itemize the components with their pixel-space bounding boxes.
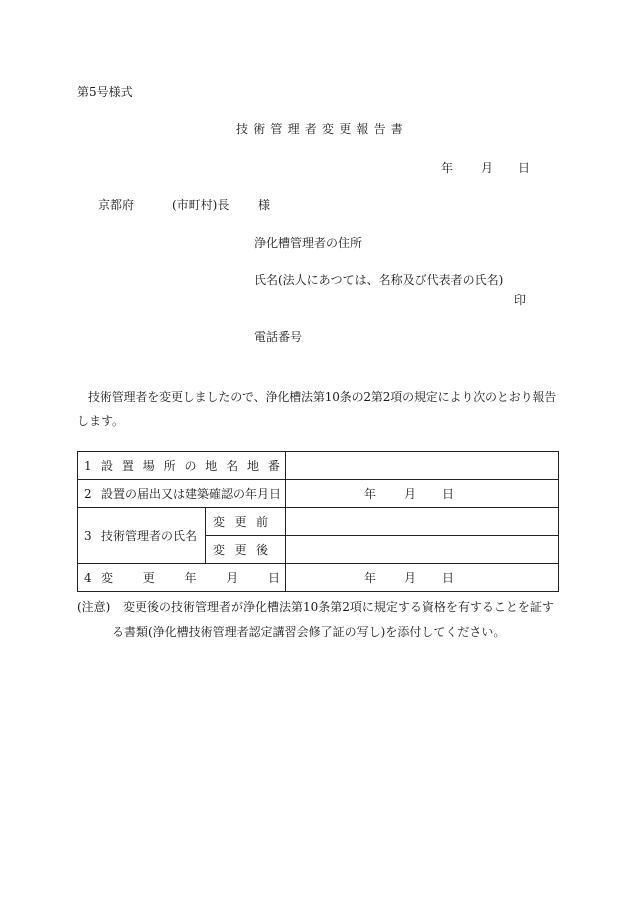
table-row <box>78 508 559 536</box>
manager-name-label <box>78 508 206 564</box>
label-char: 所 <box>163 458 176 473</box>
body-text-line1: 技術管理者を変更しましたので、浄化槽法第10条の2第2項の規定により次のとおり報告 <box>88 390 557 404</box>
table-row <box>78 452 559 480</box>
label-char: 月 <box>226 570 239 585</box>
row-number: 1 <box>84 458 92 473</box>
date-day-label: 日 <box>518 161 531 175</box>
note-label: (注意) <box>77 600 111 614</box>
install-date-label <box>78 480 286 508</box>
date-month-label: 月 <box>404 570 417 585</box>
date-year-label: 年 <box>441 161 454 175</box>
date-year-label: 年 <box>364 486 377 501</box>
label-char: 変 <box>213 542 226 557</box>
after-change-label <box>206 536 286 564</box>
date-year-label: 年 <box>364 570 377 585</box>
label-char: 後 <box>255 542 268 557</box>
install-date-value[interactable] <box>286 480 559 508</box>
reporter-address-label: 浄化槽管理者の住所 <box>254 236 363 250</box>
label-char: 更 <box>234 542 247 557</box>
label-char: 場 <box>142 458 155 473</box>
report-date <box>441 162 530 174</box>
addressee <box>98 199 270 211</box>
label-char: 変 <box>101 570 114 585</box>
row-number: 2 <box>84 486 92 501</box>
site-location-label <box>78 452 286 480</box>
addressee-municipality: (市町村)長 <box>172 198 230 212</box>
body-text-line2: します。 <box>77 414 125 428</box>
label-char: 更 <box>234 514 247 529</box>
addressee-honorific: 様 <box>258 198 271 212</box>
report-table <box>77 451 559 592</box>
note-text-line2: る書類(浄化槽技術管理者認定講習会修了証の写し)を添付してください。 <box>112 625 506 639</box>
row-number: 3 <box>84 528 92 543</box>
label-char: 地 <box>247 458 260 473</box>
table-row <box>78 564 559 592</box>
label-char: 更 <box>142 570 155 585</box>
label-char: の <box>184 458 197 473</box>
label-char: 地 <box>205 458 218 473</box>
label-char: 名 <box>226 458 239 473</box>
document-title: 技術管理者変更報告書 <box>236 122 409 136</box>
reporter-name-label: 氏名(法人にあつては、名称及び代表者の氏名) <box>254 273 504 287</box>
before-change-label <box>206 508 286 536</box>
before-change-value[interactable] <box>286 508 559 536</box>
seal-mark: 印 <box>514 293 527 307</box>
label-char: 日 <box>267 570 280 585</box>
addressee-prefecture: 京都府 <box>98 198 135 212</box>
site-location-value[interactable] <box>286 452 559 480</box>
date-month-label: 月 <box>404 486 417 501</box>
after-change-value[interactable] <box>286 536 559 564</box>
manager-name-label-text: 技術管理者の氏名 <box>101 528 198 543</box>
label-char: 年 <box>184 570 197 585</box>
install-date-label-text: 設置の届出又は建築確認の年月日 <box>101 486 282 501</box>
label-char: 前 <box>255 514 268 529</box>
date-month-label: 月 <box>481 161 494 175</box>
note-text-line1: 変更後の技術管理者が浄化槽法第10条第2項に規定する資格を有することを証す <box>123 600 554 614</box>
note-line1 <box>77 601 554 613</box>
change-date-label <box>78 564 286 592</box>
label-char: 設 <box>101 458 114 473</box>
reporter-phone-label: 電話番号 <box>254 330 303 344</box>
row-number: 4 <box>84 570 92 585</box>
label-char: 番 <box>267 458 280 473</box>
date-day-label: 日 <box>442 486 455 501</box>
form-number: 第5号様式 <box>77 85 133 99</box>
table-row <box>78 480 559 508</box>
label-char: 置 <box>121 458 134 473</box>
change-date-value[interactable] <box>286 564 559 592</box>
date-day-label: 日 <box>442 570 455 585</box>
label-char: 変 <box>213 514 226 529</box>
